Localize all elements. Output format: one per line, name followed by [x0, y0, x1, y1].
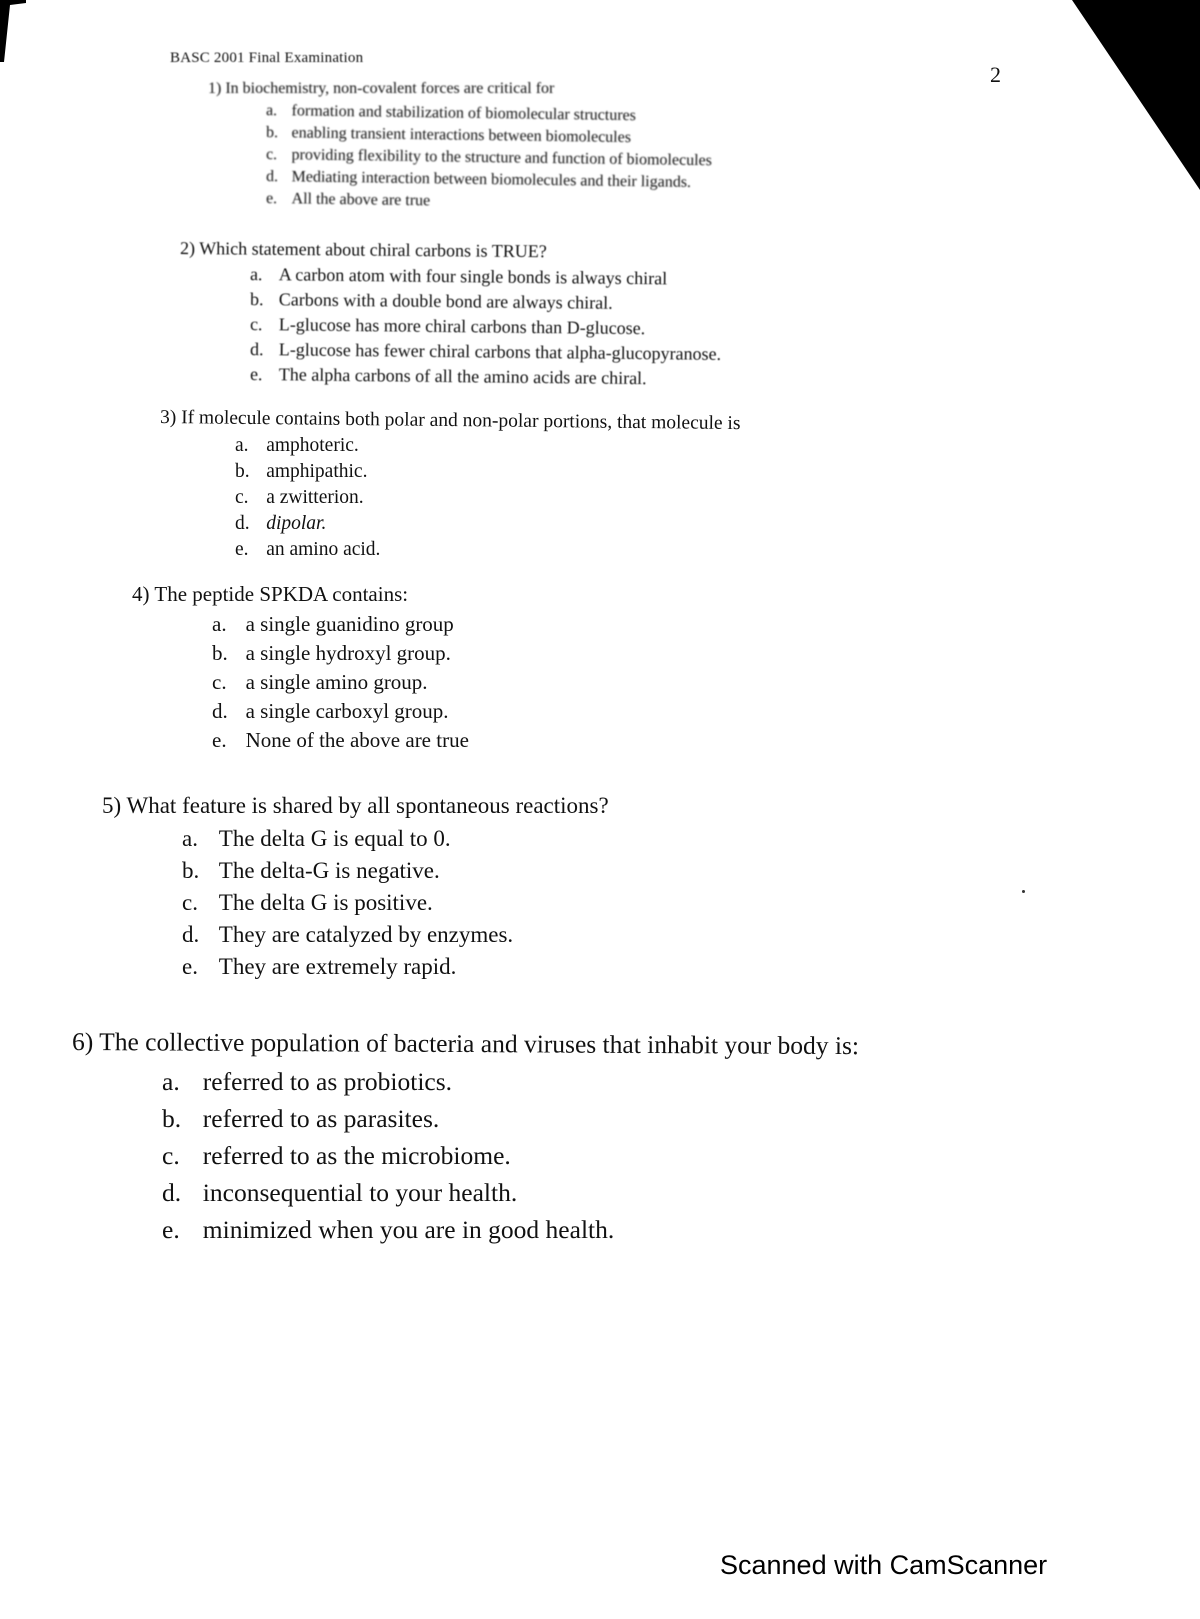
question-stem	[208, 78, 712, 100]
answer-options	[162, 1063, 859, 1248]
question-stem	[180, 236, 721, 265]
question-text: Which statement about chiral carbons is TRUE?	[199, 238, 547, 262]
answer-option-b: b. a single hydroxyl group.	[212, 641, 451, 665]
question-number: 4)	[132, 582, 150, 606]
scan-corner-shadow-right	[1060, 0, 1200, 190]
answer-option-b: b. The delta-G is negative.	[182, 858, 440, 883]
scanner-watermark: Scanned with CamScanner	[720, 1550, 1048, 1580]
question-2	[180, 236, 721, 387]
answer-option-e: e. an amino acid.	[235, 539, 381, 560]
question-number: 3)	[159, 407, 177, 429]
answer-option-c: c. providing flexibility to the structure and function of biomolecules	[265, 146, 713, 170]
question-text: In biochemistry, non-covalent forces are critical for	[225, 80, 555, 97]
answer-option-c: c. L-glucose has more chiral carbons than D-glucose.	[249, 314, 646, 339]
question-text: If molecule contains both polar and non-polar portions, that molecule is	[181, 407, 741, 435]
question-5	[102, 790, 609, 983]
question-4	[132, 580, 469, 755]
answer-option-c: c. referred to as the microbiome.	[162, 1141, 511, 1170]
stray-ink-dot	[1022, 890, 1025, 893]
question-text: The peptide SPKDA contains:	[154, 582, 409, 606]
course-header: BASC 2001 Final Examination	[170, 50, 364, 66]
question-3	[160, 405, 741, 563]
answer-option-a: a. formation and stabilization of biomolecular structures	[265, 102, 637, 125]
answer-option-e: e. They are extremely rapid.	[182, 954, 457, 979]
answer-options	[212, 610, 469, 755]
question-text: What feature is shared by all spontaneous reactions?	[126, 793, 609, 818]
question-1	[208, 78, 712, 210]
answer-option-a: a. The delta G is equal to 0.	[182, 826, 451, 851]
answer-options	[182, 823, 609, 983]
question-number: 2)	[179, 238, 196, 259]
question-6	[72, 1025, 859, 1248]
question-number: 1)	[208, 80, 222, 97]
answer-option-e: e. minimized when you are in good health.	[162, 1215, 615, 1244]
question-number: 5)	[102, 793, 122, 818]
answer-option-d: d. L-glucose has fewer chiral carbons that alpha-glucopyranose.	[249, 339, 722, 364]
scan-edge-shadow-left	[0, 0, 26, 62]
question-stem	[132, 580, 469, 608]
answer-option-c: c. a zwitterion.	[235, 487, 364, 508]
answer-option-c: c. The delta G is positive.	[182, 890, 433, 915]
question-text: The collective population of bacteria and viruses that inhabit your body is:	[99, 1027, 860, 1061]
answer-option-d: d. a single carboxyl group.	[212, 699, 449, 723]
answer-option-b: b. Carbons with a double bond are always chiral.	[249, 289, 613, 313]
answer-option-a: a. referred to as probiotics.	[162, 1067, 453, 1096]
answer-option-a: a. amphoteric.	[235, 435, 359, 456]
answer-option-c: c. a single amino group.	[212, 670, 428, 694]
question-stem	[72, 1025, 859, 1063]
answer-option-b: b. referred to as parasites.	[162, 1104, 440, 1133]
answer-option-e: e. The alpha carbons of all the amino acids are chiral.	[249, 364, 647, 389]
answer-option-b: b. enabling transient interactions between biomolecules	[265, 124, 632, 147]
answer-option-e: e. All the above are true	[265, 190, 431, 210]
question-number: 6)	[71, 1027, 94, 1057]
answer-option-e: e. None of the above are true	[212, 728, 469, 752]
answer-option-d: d. They are catalyzed by enzymes.	[182, 922, 514, 947]
answer-option-d: d. inconsequential to your health.	[162, 1178, 518, 1207]
answer-options	[266, 100, 712, 210]
question-stem	[102, 790, 609, 821]
answer-options	[250, 262, 721, 387]
answer-options	[235, 433, 741, 563]
answer-option-b: b. amphipathic.	[235, 461, 368, 482]
answer-option-a: a. a single guanidino group	[212, 612, 454, 636]
answer-option-a: a. A carbon atom with four single bonds is always chiral	[249, 264, 668, 289]
answer-option-d: d. dipolar.	[235, 513, 327, 534]
answer-option-d: d. Mediating interaction between biomolecules and their ligands.	[265, 168, 692, 191]
page-number: 2	[990, 62, 1001, 87]
